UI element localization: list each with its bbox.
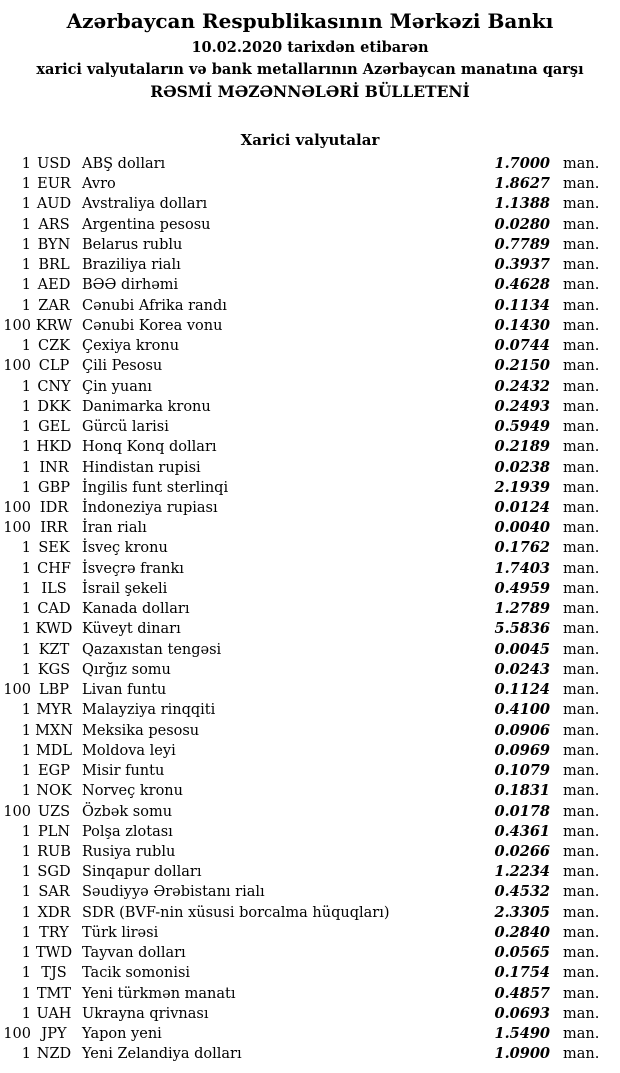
currency-code: TMT — [36, 985, 72, 1002]
table-row — [0, 599, 620, 619]
currency-unit: man. — [563, 378, 600, 395]
currency-unit: man. — [563, 520, 600, 537]
currency-quantity: 1 — [21, 823, 31, 840]
currency-name: Çexiya kronu — [82, 338, 180, 355]
currency-unit: man. — [563, 560, 600, 577]
currency-code: UAH — [36, 1005, 72, 1022]
currency-code: KRW — [35, 317, 73, 334]
currency-unit: man. — [563, 823, 600, 840]
currency-name: Ukrayna qrivnası — [82, 1005, 209, 1022]
currency-name: Sinqapur dolları — [82, 864, 202, 881]
table-row — [0, 316, 620, 336]
currency-quantity: 100 — [3, 1026, 31, 1043]
currency-code: PLN — [37, 823, 71, 840]
currency-rate: 1.5490 — [494, 1025, 550, 1043]
currency-rate: 1.2789 — [494, 600, 550, 618]
currency-name: Gürcü larisi — [82, 419, 169, 436]
currency-quantity: 100 — [3, 499, 31, 516]
table-row — [0, 923, 620, 943]
document-header — [0, 0, 620, 101]
currency-unit: man. — [563, 1046, 600, 1063]
table-row — [0, 640, 620, 660]
currency-unit: man. — [563, 621, 600, 638]
currency-code: MYR — [36, 702, 72, 719]
currency-code: CNY — [37, 378, 71, 395]
currency-name: Braziliya rialı — [82, 257, 181, 274]
currency-code: SEK — [38, 540, 70, 557]
currency-rate: 0.4361 — [494, 822, 550, 840]
currency-quantity: 100 — [3, 358, 31, 375]
currency-code: MDL — [35, 742, 73, 759]
currency-quantity: 1 — [21, 843, 31, 860]
currency-unit: man. — [563, 904, 600, 921]
table-row — [0, 377, 620, 397]
currency-name: ABŞ dolları — [82, 156, 166, 172]
currency-name: Argentina pesosu — [82, 216, 211, 233]
currency-rate: 0.4959 — [494, 579, 550, 597]
currency-code: AUD — [36, 196, 72, 213]
currency-name: Cənubi Afrika randı — [82, 297, 227, 314]
currency-name: Özbək somu — [82, 803, 173, 820]
currency-rate: 0.3937 — [494, 256, 550, 274]
currency-name: Malayziya rinqqiti — [82, 702, 216, 719]
currency-quantity: 1 — [21, 378, 31, 395]
currency-rate: 0.7789 — [494, 235, 550, 253]
currency-quantity: 1 — [21, 985, 31, 1002]
currency-name: Avstraliya dolları — [82, 196, 208, 213]
currency-rate: 0.1754 — [494, 964, 550, 982]
table-row — [0, 417, 620, 437]
currency-quantity: 1 — [21, 297, 31, 314]
table-row — [0, 943, 620, 963]
currency-unit: man. — [563, 763, 600, 780]
table-row — [0, 963, 620, 983]
currency-quantity: 1 — [21, 722, 31, 739]
currency-quantity: 1 — [21, 176, 31, 193]
currency-quantity: 1 — [21, 884, 31, 901]
table-row — [0, 882, 620, 902]
table-row — [0, 296, 620, 316]
table-row — [0, 235, 620, 255]
currency-unit: man. — [563, 945, 600, 962]
table-row — [0, 255, 620, 275]
currency-quantity: 1 — [21, 1005, 31, 1022]
currency-unit: man. — [563, 499, 600, 516]
currency-unit: man. — [563, 358, 600, 375]
currency-quantity: 1 — [21, 601, 31, 618]
currency-unit: man. — [563, 439, 600, 456]
currency-code: CAD — [37, 601, 71, 618]
currency-name: Qazaxıstan tengəsi — [82, 641, 222, 658]
currency-name: Polşa zlotası — [82, 823, 173, 840]
currency-unit: man. — [563, 924, 600, 941]
currency-unit: man. — [563, 156, 600, 172]
currency-rate: 0.0045 — [494, 640, 550, 658]
currency-rate: 1.7403 — [494, 559, 550, 577]
currency-unit: man. — [563, 398, 600, 415]
currency-rate: 0.1430 — [494, 316, 550, 334]
currency-rate: 0.4100 — [494, 701, 550, 719]
table-row — [0, 619, 620, 639]
currency-unit: man. — [563, 236, 600, 253]
currency-unit: man. — [563, 419, 600, 436]
currency-rate: 0.1134 — [494, 296, 550, 314]
table-row — [0, 215, 620, 235]
effective-date-line: 10.02.2020 tarixdən etibarən — [191, 39, 429, 56]
currency-rate: 0.2493 — [494, 397, 550, 415]
currency-code: GEL — [38, 419, 70, 436]
currency-name: Tacik somonisi — [82, 965, 191, 982]
currency-rate: 0.0969 — [494, 741, 550, 759]
currency-quantity: 1 — [21, 702, 31, 719]
currency-rate: 1.8627 — [494, 175, 550, 193]
table-row — [0, 559, 620, 579]
currency-rate: 0.0124 — [494, 498, 550, 516]
currency-rate: 1.2234 — [494, 863, 550, 881]
currency-unit: man. — [563, 965, 600, 982]
table-row — [0, 660, 620, 680]
currency-quantity: 1 — [21, 904, 31, 921]
currency-unit: man. — [563, 985, 600, 1002]
table-row — [0, 680, 620, 700]
currency-rate: 0.0040 — [494, 519, 550, 537]
currency-rate: 0.1831 — [494, 782, 550, 800]
currency-quantity: 1 — [21, 277, 31, 294]
currency-name: Moldova leyi — [82, 742, 176, 759]
currency-quantity: 1 — [21, 965, 31, 982]
currency-code: AED — [37, 277, 71, 294]
currency-rate: 0.0693 — [494, 1004, 550, 1022]
currency-unit: man. — [563, 682, 600, 699]
bank-name-title: Azərbaycan Respublikasının Mərkəzi Bankı — [66, 9, 554, 33]
currency-quantity: 1 — [21, 621, 31, 638]
currency-code: RUB — [37, 843, 71, 860]
currency-unit: man. — [563, 722, 600, 739]
currency-unit: man. — [563, 338, 600, 355]
currency-name: Danimarka kronu — [82, 398, 211, 415]
currency-unit: man. — [563, 196, 600, 213]
table-row — [0, 458, 620, 478]
currency-code: SGD — [37, 864, 71, 881]
currency-code: BRL — [38, 257, 70, 274]
currency-quantity: 1 — [21, 560, 31, 577]
currency-name: İsveç kronu — [82, 540, 168, 557]
currency-quantity: 1 — [21, 419, 31, 436]
currency-name: İsveçrə frankı — [82, 560, 184, 577]
table-row — [0, 1044, 620, 1064]
currency-code: SAR — [38, 884, 70, 901]
currency-quantity: 1 — [21, 439, 31, 456]
table-row — [0, 397, 620, 417]
currency-name: Çin yuanı — [82, 378, 152, 395]
currency-quantity: 1 — [21, 945, 31, 962]
currency-name: Yeni Zelandiya dolları — [82, 1046, 242, 1063]
currency-code: EUR — [37, 176, 71, 193]
table-row — [0, 518, 620, 538]
currency-name: Küveyt dinarı — [82, 621, 181, 638]
table-row — [0, 903, 620, 923]
currency-code: HKD — [36, 439, 72, 456]
currency-quantity: 1 — [21, 1046, 31, 1063]
currency-name: Honq Konq dolları — [82, 439, 217, 456]
currency-code: ILS — [41, 580, 67, 597]
currency-code: KWD — [35, 621, 73, 638]
currency-rate: 0.0906 — [494, 721, 550, 739]
currency-unit: man. — [563, 803, 600, 820]
currency-rate: 0.0280 — [494, 215, 550, 233]
currency-code: MXN — [35, 722, 73, 739]
currency-code: NOK — [36, 783, 72, 800]
table-row — [0, 478, 620, 498]
currency-rate: 0.0178 — [494, 802, 550, 820]
currency-unit: man. — [563, 702, 600, 719]
table-row — [0, 822, 620, 842]
currency-rate: 0.0238 — [494, 458, 550, 476]
currency-quantity: 1 — [21, 742, 31, 759]
table-row — [0, 498, 620, 518]
currency-rate: 1.0900 — [494, 1045, 550, 1063]
currency-quantity: 100 — [3, 682, 31, 699]
table-row — [0, 1024, 620, 1044]
currency-name: Rusiya rublu — [82, 843, 176, 860]
currency-name: Hindistan rupisi — [82, 459, 201, 476]
table-row — [0, 336, 620, 356]
currency-code: KGS — [37, 661, 71, 678]
table-row — [0, 741, 620, 761]
table-row — [0, 275, 620, 295]
section-title-foreign-currencies: Xarici valyutalar — [240, 131, 380, 149]
currency-name: Cənubi Korea vonu — [82, 317, 223, 334]
currency-quantity: 1 — [21, 257, 31, 274]
table-row — [0, 781, 620, 801]
currency-code: GBP — [38, 479, 70, 496]
table-row — [0, 700, 620, 720]
currency-unit: man. — [563, 479, 600, 496]
table-row — [0, 721, 620, 741]
currency-rate: 2.1939 — [494, 478, 550, 496]
currency-quantity: 1 — [21, 661, 31, 678]
currency-quantity: 1 — [21, 338, 31, 355]
currency-unit: man. — [563, 317, 600, 334]
table-row — [0, 984, 620, 1004]
currency-quantity: 1 — [21, 196, 31, 213]
currency-rate: 0.4628 — [494, 276, 550, 294]
currency-rate: 1.1388 — [494, 195, 550, 213]
currency-quantity: 1 — [21, 156, 31, 172]
currency-quantity: 1 — [21, 459, 31, 476]
table-row — [0, 356, 620, 376]
currency-unit: man. — [563, 216, 600, 233]
currency-name: İran rialı — [82, 520, 147, 537]
currency-rate: 5.5836 — [494, 620, 550, 638]
currency-unit: man. — [563, 783, 600, 800]
currency-name: Yeni türkmən manatı — [82, 985, 236, 1002]
currency-rate: 0.0266 — [494, 842, 550, 860]
currency-name: Norveç kronu — [82, 783, 183, 800]
currency-rate: 0.1124 — [494, 681, 550, 699]
currency-rate: 0.0565 — [494, 944, 550, 962]
currency-rate: 0.5949 — [494, 418, 550, 436]
currency-name: SDR (BVF-nin xüsusi borcalma hüquqları) — [82, 904, 390, 921]
table-row — [0, 761, 620, 781]
currency-quantity: 1 — [21, 924, 31, 941]
currency-code: XDR — [37, 904, 71, 921]
currency-quantity: 100 — [3, 803, 31, 820]
currency-unit: man. — [563, 580, 600, 597]
currency-code: LBP — [38, 682, 70, 699]
table-row — [0, 538, 620, 558]
currency-unit: man. — [563, 459, 600, 476]
currency-name: Kanada dolları — [82, 601, 190, 618]
currency-name: BƏƏ dirhəmi — [82, 277, 179, 294]
currency-code: ZAR — [38, 297, 70, 314]
currency-quantity: 1 — [21, 479, 31, 496]
table-row — [0, 862, 620, 882]
currency-quantity: 1 — [21, 783, 31, 800]
table-row — [0, 579, 620, 599]
currency-unit: man. — [563, 540, 600, 557]
currency-name: Meksika pesosu — [82, 722, 200, 739]
table-row — [0, 194, 620, 214]
table-row — [0, 802, 620, 822]
currency-code: DKK — [37, 398, 71, 415]
currency-rate: 0.2150 — [494, 357, 550, 375]
currency-name: Çili Pesosu — [82, 358, 163, 375]
currency-rate: 0.0243 — [494, 660, 550, 678]
currency-name: Livan funtu — [82, 682, 167, 699]
currency-name: Avro — [82, 176, 116, 193]
currency-code: TRY — [39, 924, 69, 941]
currency-code: ARS — [38, 216, 70, 233]
currency-unit: man. — [563, 864, 600, 881]
currency-rate: 0.0744 — [494, 337, 550, 355]
currency-name: Yapon yeni — [82, 1026, 162, 1043]
currency-quantity: 100 — [3, 317, 31, 334]
table-row — [0, 1004, 620, 1024]
currency-rate: 0.4532 — [494, 883, 550, 901]
currency-name: İndoneziya rupiası — [82, 499, 218, 516]
currency-rate: 2.3305 — [494, 903, 550, 921]
currency-unit: man. — [563, 641, 600, 658]
currency-unit: man. — [563, 601, 600, 618]
currency-quantity: 1 — [21, 580, 31, 597]
currency-name: Misir funtu — [82, 763, 165, 780]
currency-code: CZK — [37, 338, 70, 355]
currency-unit: man. — [563, 257, 600, 274]
currency-unit: man. — [563, 661, 600, 678]
currency-code: USD — [37, 156, 71, 172]
currency-code: TJS — [41, 965, 67, 982]
currency-unit: man. — [563, 297, 600, 314]
currency-name: Qırğız somu — [82, 661, 171, 678]
currency-code: CLP — [38, 358, 70, 375]
currency-code: UZS — [37, 803, 71, 820]
currency-code: JPY — [41, 1026, 67, 1043]
currency-quantity: 1 — [21, 216, 31, 233]
currency-rate: 0.2189 — [494, 438, 550, 456]
table-row — [0, 842, 620, 862]
currency-name: Tayvan dolları — [82, 945, 186, 962]
currency-rate: 0.2840 — [494, 923, 550, 941]
currency-quantity: 1 — [21, 641, 31, 658]
currency-name: Səudiyyə Ərəbistanı rialı — [82, 884, 265, 901]
currency-unit: man. — [563, 176, 600, 193]
currency-unit: man. — [563, 1005, 600, 1022]
currency-code: KZT — [38, 641, 70, 658]
currency-rate: 0.4857 — [494, 984, 550, 1002]
table-row — [0, 154, 620, 174]
currency-unit: man. — [563, 742, 600, 759]
currency-unit: man. — [563, 884, 600, 901]
currency-unit: man. — [563, 1026, 600, 1043]
currency-quantity: 1 — [21, 236, 31, 253]
currency-code: BYN — [37, 236, 71, 253]
currency-name: İngilis funt sterlinqi — [82, 479, 229, 496]
currency-name: Türk lirəsi — [82, 924, 159, 941]
exchange-rates-table — [0, 154, 620, 1065]
currency-rate: 0.1762 — [494, 539, 550, 557]
currency-code: IDR — [39, 499, 69, 516]
currency-name: Belarus rublu — [82, 236, 183, 253]
currency-rate: 0.2432 — [494, 377, 550, 395]
currency-quantity: 1 — [21, 763, 31, 780]
currency-code: TWD — [35, 945, 73, 962]
scope-line: xarici valyutaların və bank metallarının Azərbaycan manatına qarşı — [36, 61, 584, 78]
currency-code: IRR — [40, 520, 68, 537]
currency-quantity: 1 — [21, 398, 31, 415]
currency-quantity: 1 — [21, 864, 31, 881]
currency-rate: 0.1079 — [494, 762, 550, 780]
table-row — [0, 437, 620, 457]
currency-code: CHF — [37, 560, 71, 577]
bulletin-title: RƏSMİ MƏZƏNNƏLƏRİ BÜLLETENİ — [150, 82, 470, 101]
currency-code: EGP — [38, 763, 70, 780]
currency-rate: 1.7000 — [494, 155, 550, 172]
currency-quantity: 100 — [3, 520, 31, 537]
currency-unit: man. — [563, 277, 600, 294]
currency-code: INR — [39, 459, 69, 476]
table-row — [0, 174, 620, 194]
currency-code: NZD — [36, 1046, 72, 1063]
currency-unit: man. — [563, 843, 600, 860]
currency-quantity: 1 — [21, 540, 31, 557]
currency-name: İsrail şekeli — [82, 580, 168, 597]
